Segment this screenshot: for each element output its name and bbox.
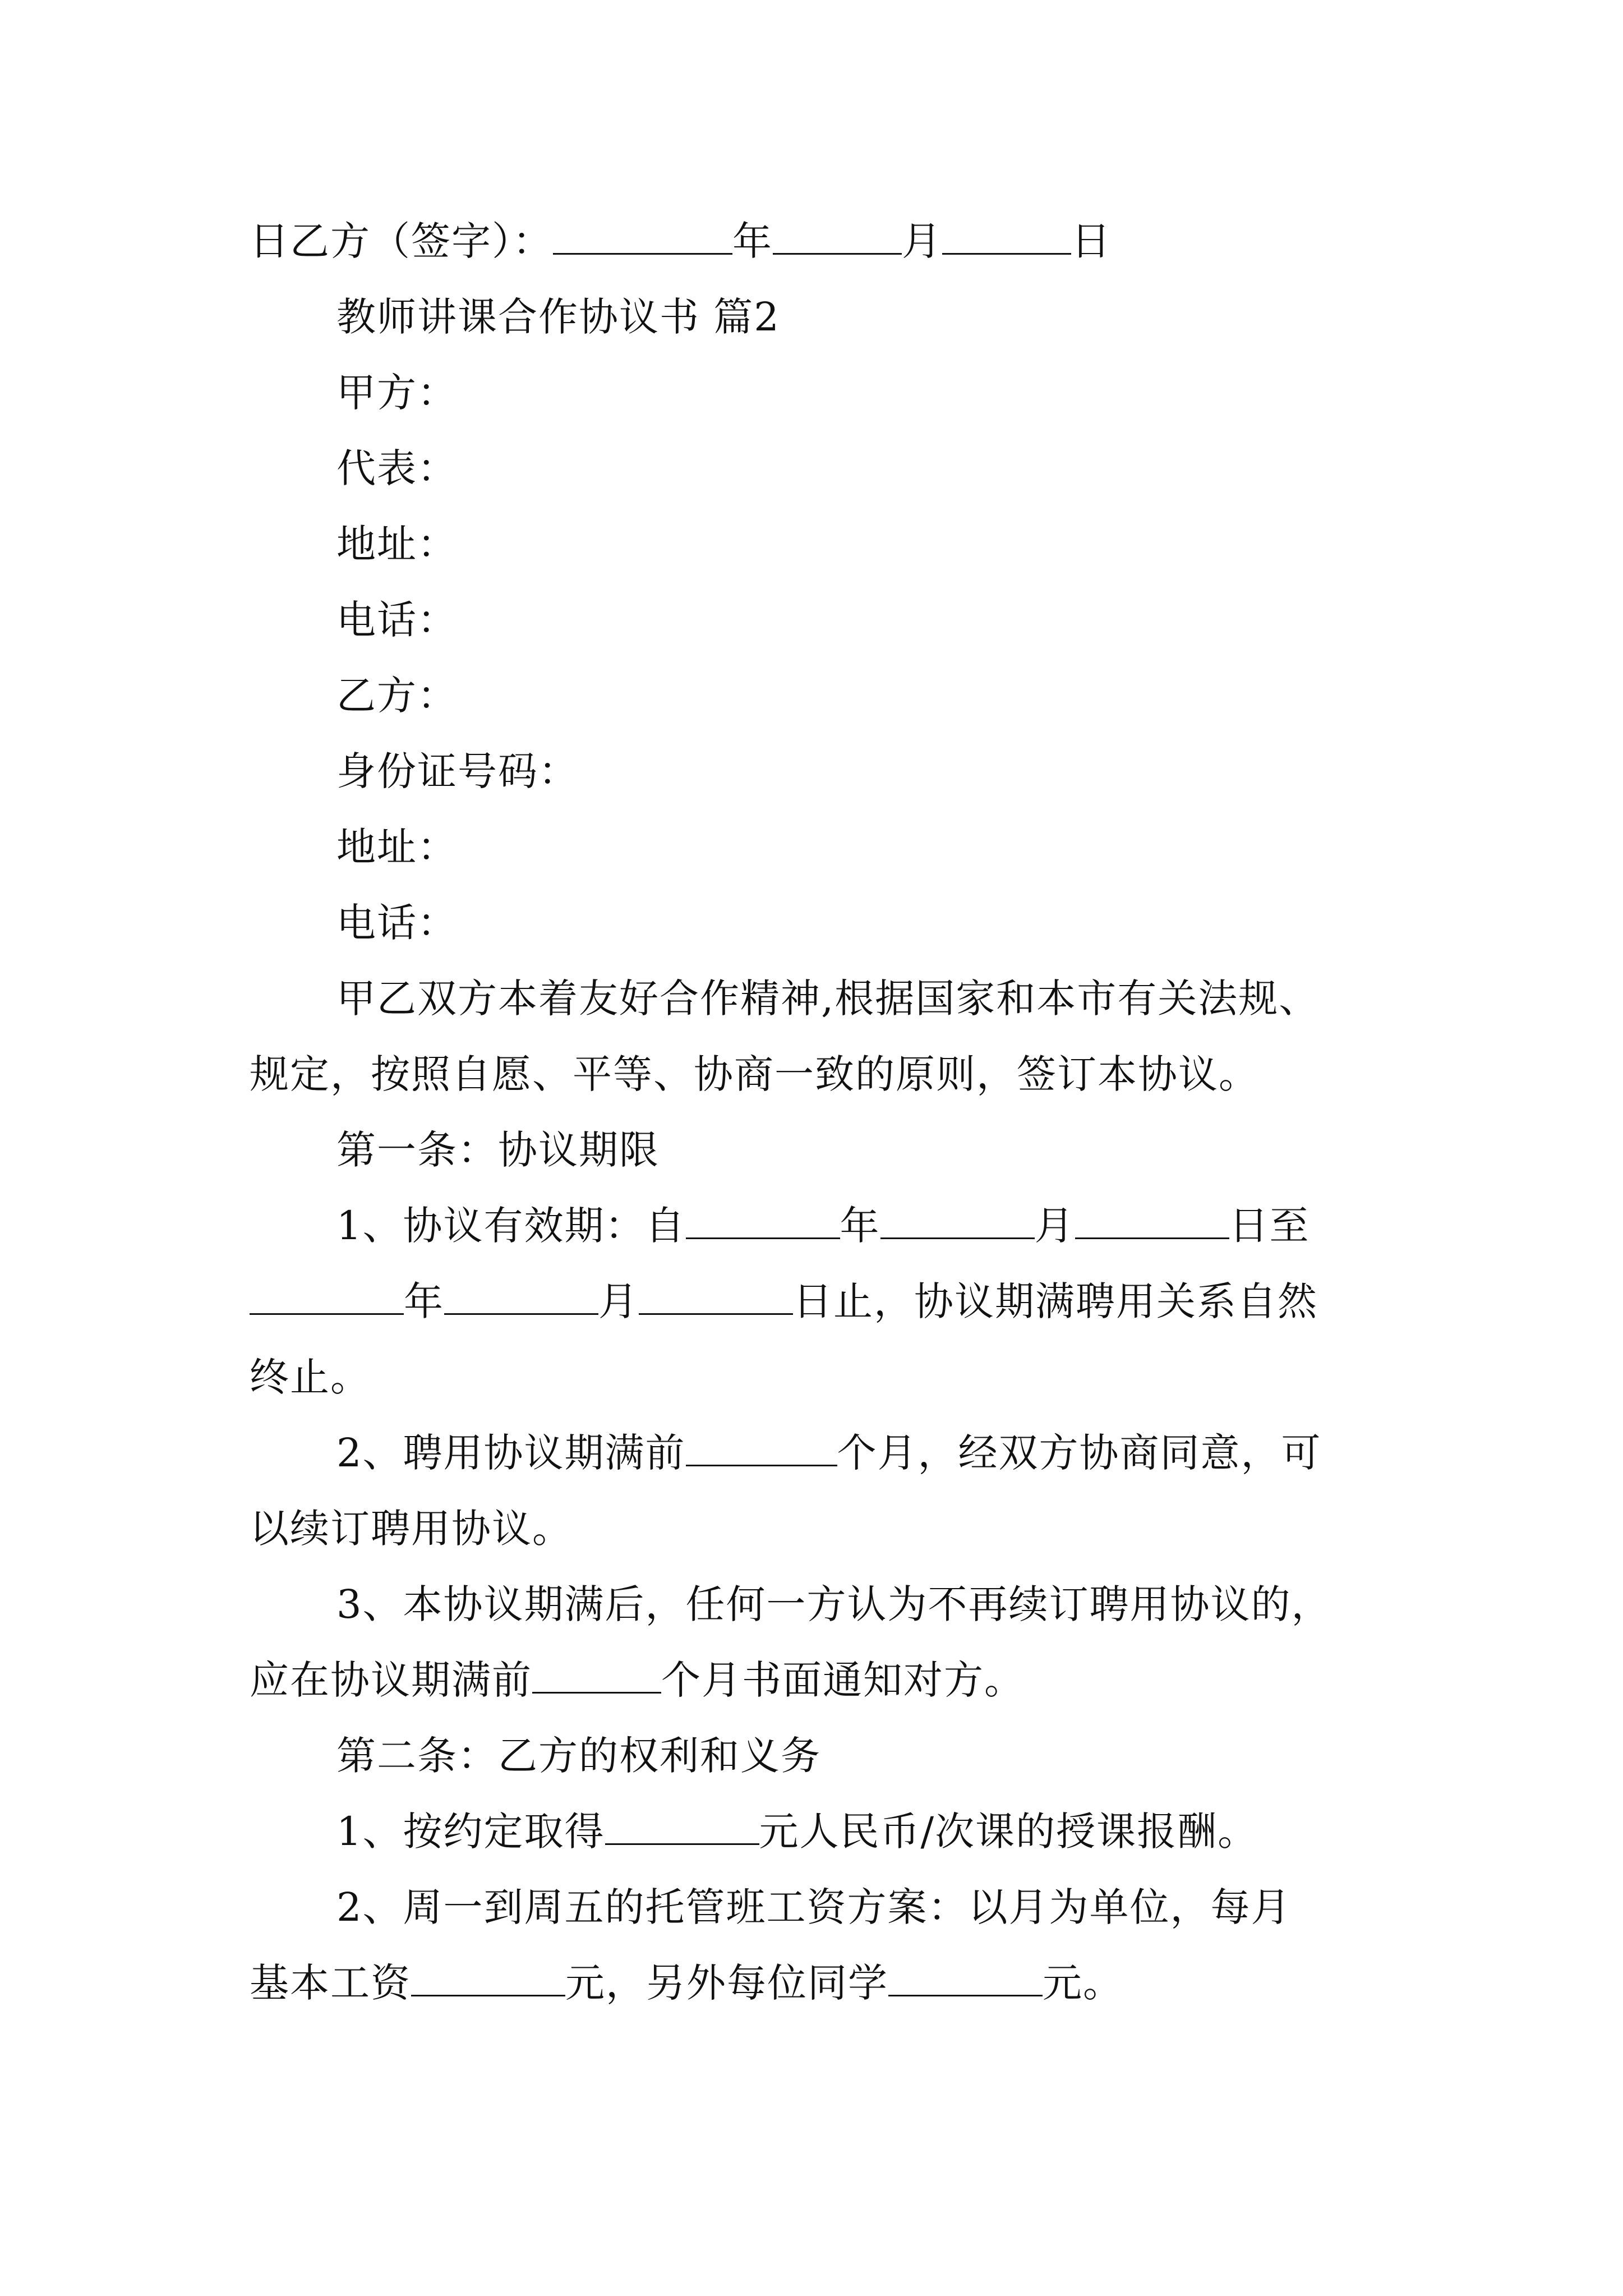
term-prefix: 1、协议有效期：自 <box>336 1203 686 1249</box>
renewal-clause-line-2: 以续订聘用协议。 <box>250 1506 573 1552</box>
fee-clause <box>336 1806 1394 1857</box>
end-day-blank <box>639 1278 793 1315</box>
article-1-heading: 第一条：协议期限 <box>336 1127 660 1173</box>
end-month-label: 月 <box>598 1278 639 1324</box>
preamble-line-2: 规定，按照自愿、平等、协商一致的原则，签订本协议。 <box>250 1051 1259 1097</box>
month-label: 月 <box>902 218 942 264</box>
party-b-address-label: 地址： <box>336 824 458 870</box>
notice-clause-line-2 <box>250 1655 1394 1705</box>
notice-months-blank <box>532 1657 661 1694</box>
year-label: 年 <box>732 218 773 264</box>
party-a-label: 甲方： <box>336 370 458 416</box>
signature-date-line <box>250 216 1394 266</box>
day-label: 日 <box>1071 218 1112 264</box>
term-clause-line-1 <box>336 1200 1394 1251</box>
base-salary-blank <box>411 1960 565 1996</box>
day-blank <box>942 218 1071 255</box>
renewal-months-blank <box>686 1430 837 1466</box>
party-b-phone-label: 电话： <box>336 900 458 946</box>
notice-suffix: 个月书面通知对方。 <box>661 1657 1025 1703</box>
preamble-line-1: 甲乙双方本着友好合作精神,根据国家和本市有关法规、 <box>336 976 1320 1022</box>
id-number-label: 身份证号码： <box>336 748 579 794</box>
renewal-prefix: 2、聘用协议期满前 <box>336 1430 686 1476</box>
end-year-label: 年 <box>404 1278 444 1324</box>
renewal-suffix: 个月，经双方协商同意，可 <box>837 1430 1322 1476</box>
start-day-label: 日至 <box>1229 1203 1310 1249</box>
party-b-label: 乙方： <box>336 673 458 719</box>
section-title: 教师讲课合作协议书 篇2 <box>336 294 780 340</box>
start-day-blank <box>1075 1203 1229 1239</box>
fee-suffix: 元人民币/次课的授课报酬。 <box>759 1809 1258 1855</box>
start-year-blank <box>686 1203 840 1239</box>
end-year-blank <box>250 1278 404 1315</box>
party-b-signature-label: 日乙方（签字）： <box>250 218 553 264</box>
fee-prefix: 1、按约定取得 <box>336 1809 605 1855</box>
year-blank <box>553 218 732 255</box>
term-clause-line-2 <box>250 1276 1394 1327</box>
end-day-label: 日止，协议期满聘用关系自然 <box>793 1278 1318 1324</box>
fee-amount-blank <box>605 1809 759 1845</box>
yuan-label: 元。 <box>1043 1960 1123 2006</box>
party-a-address-label: 地址： <box>336 521 458 567</box>
end-month-blank <box>444 1278 598 1315</box>
article-2-heading: 第二条：乙方的权利和义务 <box>336 1733 821 1779</box>
salary-clause-line-2 <box>250 1958 1394 2008</box>
renewal-clause-line-1 <box>336 1428 1394 1478</box>
start-month-label: 月 <box>1034 1203 1075 1249</box>
start-year-label: 年 <box>840 1203 880 1249</box>
per-student-blank <box>888 1960 1043 1996</box>
party-a-phone-label: 电话： <box>336 597 458 643</box>
notice-prefix: 应在协议期满前 <box>250 1657 532 1703</box>
start-month-blank <box>880 1203 1035 1239</box>
salary-clause-line-1: 2、周一到周五的托管班工资方案：以月为单位，每月 <box>336 1884 1292 1930</box>
notice-clause-line-1: 3、本协议期满后，任何一方认为不再续订聘用协议的， <box>336 1581 1332 1627</box>
month-blank <box>773 218 902 255</box>
term-clause-line-3: 终止。 <box>250 1354 371 1400</box>
base-salary-label: 基本工资 <box>250 1960 411 2006</box>
per-student-label: 元，另外每位同学 <box>565 1960 888 2006</box>
representative-label: 代表： <box>336 445 458 491</box>
